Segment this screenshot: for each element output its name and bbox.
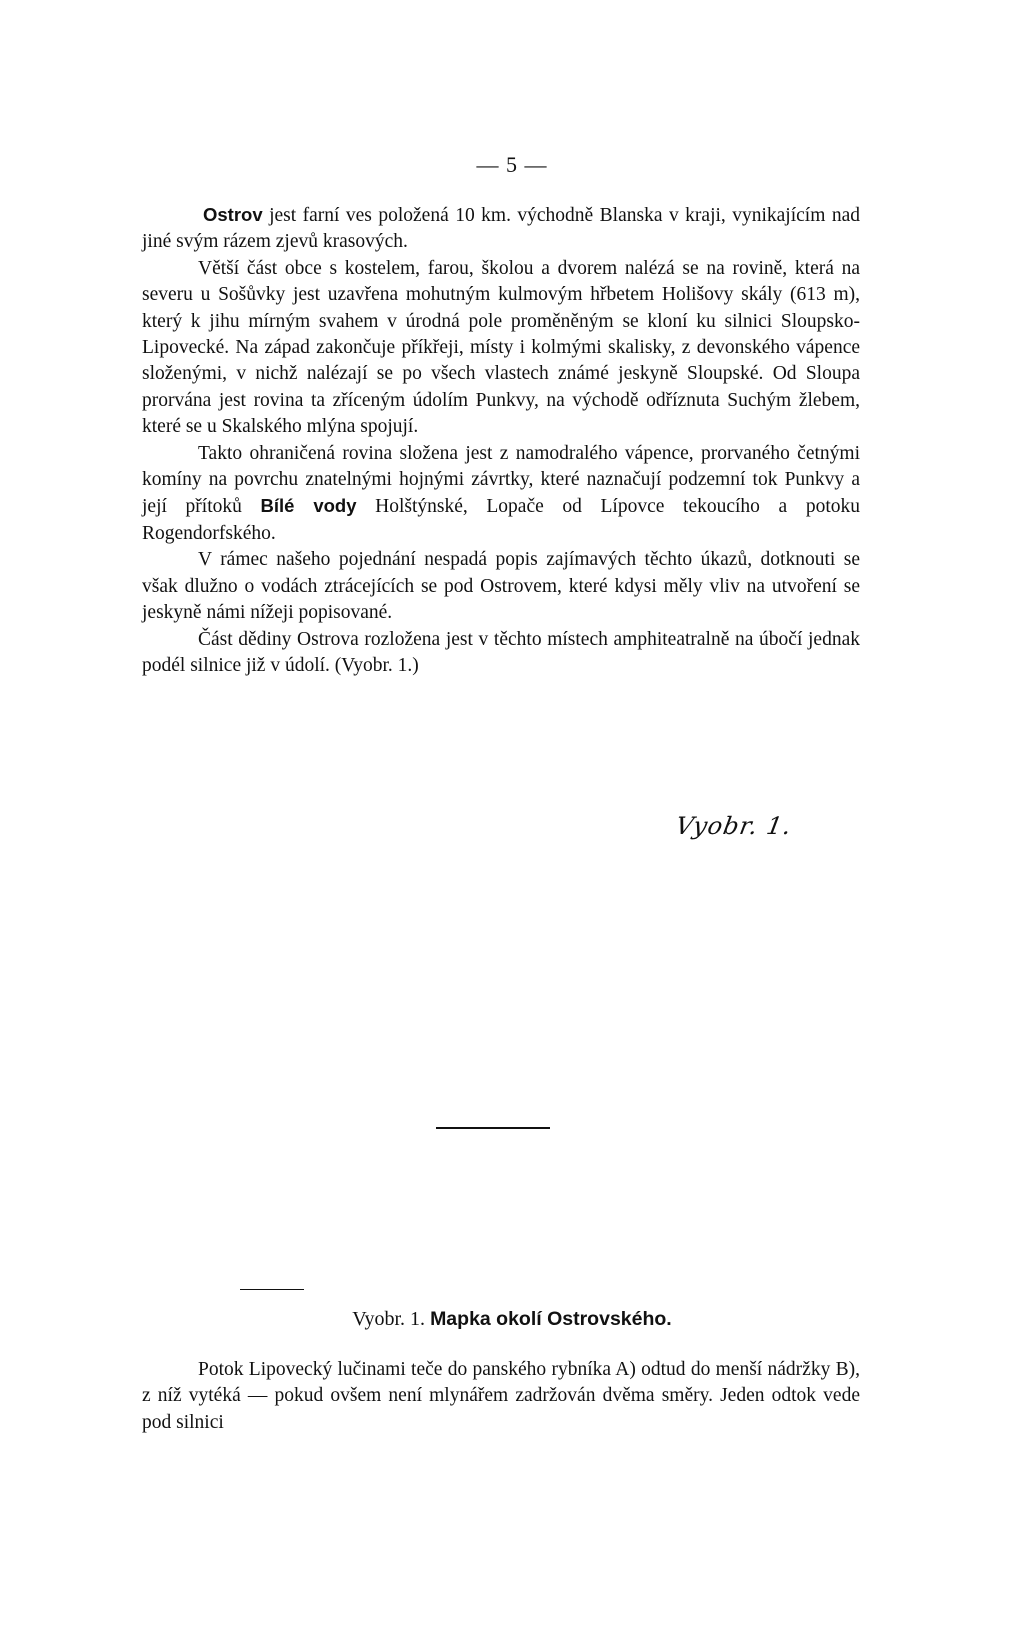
lead-word: Ostrov	[203, 204, 263, 225]
paragraph-2: Větší část obce s kostelem, farou, školou a dvorem nalézá se na rovině, která na severu u Sošůvky jest uzavřena mohutným kulmovým hřbetem Holišovy skály (613 m), který k jihu mírným svahem v úrodná pole proměněným se kloní ku silnici Sloupsko-Lipovecké. Na západ zakončuje příkřeji, místy i kolmými skalisky, z devonského vápence složenými, v nichž nalézají se po všech vlastech známé jeskyně Sloupské. Od Sloupa prorvána jest rovina ta zříceným údolím Punkvy, na východě odříznuta Suchým žlebem, které se u Skalského mlýna spojují.	[142, 257, 860, 438]
paragraph-1-text: jest farní ves položená 10 km. východně Blanska v kraji, vynikajícím nad jiné svým rázem zjevů krasových.	[142, 205, 860, 253]
map-divider-line	[436, 1127, 550, 1129]
paragraph-4: V rámec našeho pojednání nespadá popis zajímavých těchto úkazů, dotknouti se však dlužno o vodách ztrácejících se pod Ostrovem, které kdysi měly vliv na utvoření se jeskyně námi nížeji popisované.	[142, 549, 860, 624]
paragraph-3	[142, 441, 860, 548]
paragraph-5: Část dědiny Ostrova rozložena jest v těchto místech amphiteatralně na úbočí jednak podél silnice již v údolí. (Vyobr. 1.)	[142, 628, 860, 676]
paragraph-1	[142, 202, 860, 256]
paragraph-3-text-before: Takto ohraničená rovina složena jest z namodralého vápence, prorvaného četnými komíny na povrchu znatelnými hojnými závrtky, které naznačují podzemní tok Punkvy a její přítoků	[142, 442, 860, 518]
figure-caption	[0, 1308, 1024, 1331]
bila-voda-bold: Bílé vody	[260, 495, 357, 517]
caption-divider-line	[240, 1289, 304, 1290]
figure-handwritten-label: Vyobr. 1.	[673, 812, 795, 840]
caption-title: Mapka okolí Ostrovského.	[430, 1308, 672, 1330]
closing-paragraph: Potok Lipovecký lučinami teče do panského rybníka A) odtud do menší nádržky B), z níž vytéká — pokud ovšem není mlynářem zadržován dvěma směry. Jeden odtok vede pod silnici	[142, 1359, 860, 1433]
main-text	[142, 202, 860, 679]
closing-text	[142, 1357, 860, 1436]
caption-prefix: Vyobr. 1.	[352, 1308, 426, 1330]
page-number: — 5 —	[476, 152, 548, 177]
paragraph-3-text-after: Holštýnské, Lopače od Lípovce tekoucího a potoku Rogendorfského.	[142, 496, 860, 544]
